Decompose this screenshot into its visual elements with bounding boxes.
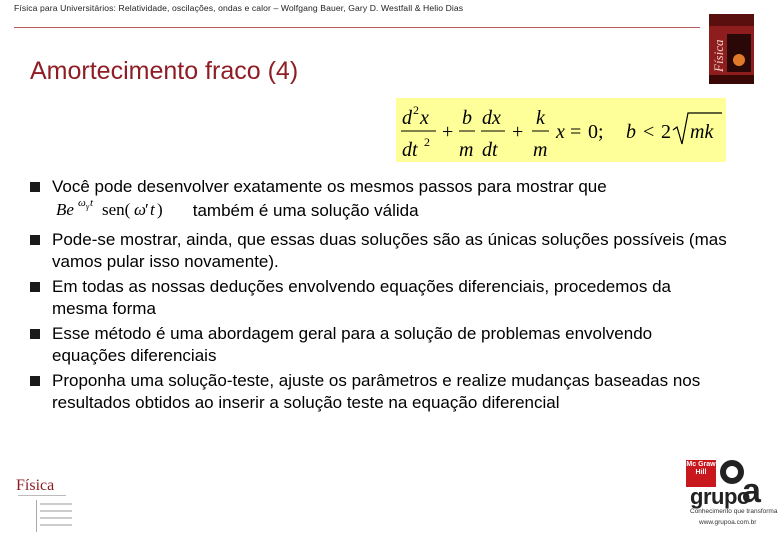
svg-text:t: t xyxy=(150,199,155,219)
svg-text:dx: dx xyxy=(482,107,501,129)
bullet-item: Esse método é uma abordagem geral para a solução de problemas envolvendo equações diferenciais xyxy=(30,323,730,366)
svg-text:): ) xyxy=(157,199,163,219)
svg-text:m: m xyxy=(533,139,548,161)
grupo-tagline: Conhecimento que transforma xyxy=(690,508,778,515)
svg-text:′: ′ xyxy=(145,199,149,219)
header-text: Física para Universitários: Relatividade, oscilações, ondas e calor – Wolfgang Bauer, Gary D. Westfall & Helio Dias xyxy=(14,3,464,13)
grupo-url: www.grupoa.com.br xyxy=(699,519,757,526)
book-cover-image xyxy=(709,14,754,84)
grupo-a-letter: a xyxy=(742,472,761,510)
svg-text:k: k xyxy=(536,107,545,129)
svg-text:2: 2 xyxy=(424,135,430,149)
svg-text:ω: ω xyxy=(134,199,147,219)
bullet-marker xyxy=(30,329,40,339)
grupo-a-logo: grupo xyxy=(690,484,750,509)
svg-text:dt: dt xyxy=(482,139,498,161)
header-rule xyxy=(14,27,700,28)
mcgraw-hill-logo: Mc Graw Hill xyxy=(686,460,716,487)
svg-text:t: t xyxy=(90,197,94,209)
bullet-marker xyxy=(30,235,40,245)
svg-text:dt: dt xyxy=(402,139,418,161)
equation-box xyxy=(396,98,726,162)
bullet-item: Pode-se mostrar, ainda, que essas duas soluções são as únicas soluções possíveis (mas vamos pular isso novamente). xyxy=(30,229,730,272)
damped-oscillator-equation xyxy=(396,98,726,162)
bullet-item: Proponha uma solução-teste, ajuste os parâmetros e realize mudanças baseadas nos resultados obtidos ao inserir a solução teste na equação diferencial xyxy=(30,370,730,413)
svg-text:+: + xyxy=(512,121,524,143)
svg-text:2: 2 xyxy=(661,121,671,143)
bullet-item: Em todas as nossas deduções envolvendo equações diferenciais, procedemos da mesma forma xyxy=(30,276,730,319)
bullet-marker xyxy=(30,376,40,386)
svg-text:0;: 0; xyxy=(588,121,604,143)
svg-text:mk: mk xyxy=(690,121,714,143)
svg-text:d: d xyxy=(402,107,412,129)
bullet-item: Você pode desenvolver exatamente os mesmos passos para mostrar que Be ω γ t sen( ω ′ t ) também é uma solução válida xyxy=(30,176,730,225)
cover-title: Física xyxy=(711,39,726,72)
bullet-list xyxy=(30,176,730,417)
bullet-marker xyxy=(30,182,40,192)
svg-text:sen(: sen( xyxy=(102,199,131,219)
fisica-logo-lines xyxy=(40,503,72,531)
svg-text:b: b xyxy=(626,121,636,143)
svg-text:x: x xyxy=(420,107,429,129)
svg-text:<: < xyxy=(643,121,655,143)
svg-text:+: + xyxy=(442,121,454,143)
svg-text:γ: γ xyxy=(86,201,90,211)
slide-title: Amortecimento fraco (4) xyxy=(30,57,299,85)
svg-text:b: b xyxy=(462,107,472,129)
svg-text:ω: ω xyxy=(78,197,86,209)
svg-text:x: x xyxy=(556,121,565,143)
svg-text:m: m xyxy=(459,139,474,161)
svg-text:2: 2 xyxy=(413,103,419,117)
bullet-marker xyxy=(30,282,40,292)
svg-text:Be: Be xyxy=(56,199,74,219)
inline-solution-formula xyxy=(56,198,184,226)
fisica-logo: Física xyxy=(16,477,55,494)
svg-text:=: = xyxy=(570,121,582,143)
